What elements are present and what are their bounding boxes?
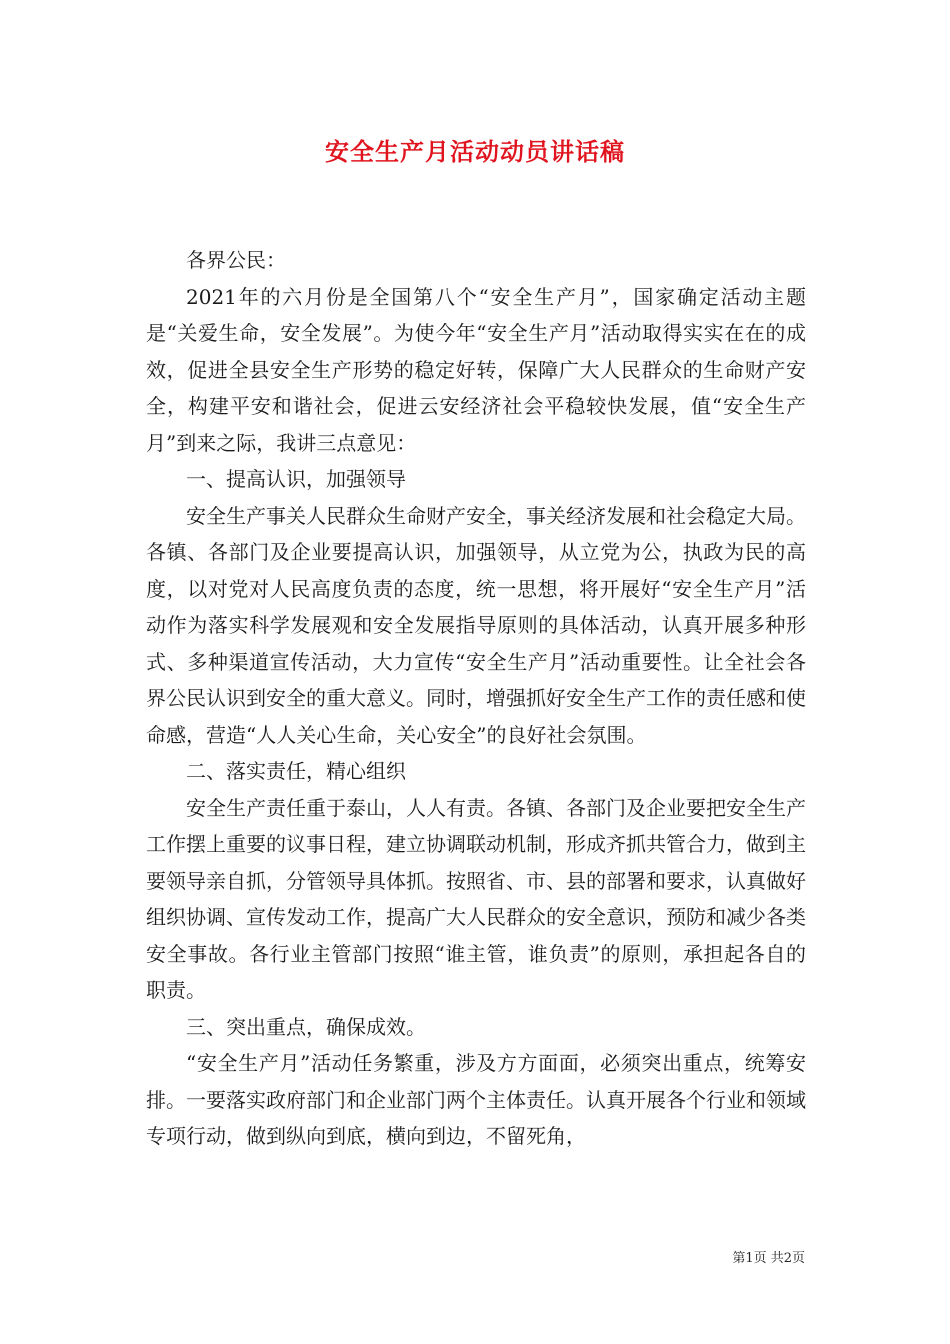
document-body: [146, 242, 806, 1155]
paragraph-section-1: 安全生产事关人民群众生命财产安全，事关经济发展和社会稳定大局。各镇、各部门及企业要提高认识，加强领导，从立党为公，执政为民的高度，以对党对人民高度负责的态度，统一思想，将开展好“安全生产月”活动作为落实科学发展观和安全发展指导原则的具体活动，认真开展多种形式、多种渠道宣传活动，大力宣传“安全生产月”活动重要性。让全社会各界公民认识到安全的重大意义。同时，增强抓好安全生产工作的责任感和使命感，营造“人人关心生命，关心安全”的良好社会氛围。: [146, 503, 806, 747]
section-heading-2: 二、落实责任，精心组织: [186, 759, 406, 783]
page-number: 第1页 共2页: [732, 1251, 805, 1266]
salutation: 各界公民：: [186, 248, 286, 272]
section-heading-3: 三、突出重点，确保成效。: [186, 1014, 426, 1039]
paragraph-section-3: “安全生产月”活动任务繁重，涉及方方面面，必须突出重点，统筹安排。一要落实政府部门和企业部门两个主体责任。认真开展各个行业和领域专项行动，做到纵向到底，横向到边，不留死角，: [146, 1051, 806, 1148]
document-title: 安全生产月活动动员讲话稿: [325, 138, 625, 166]
paragraph-intro: 2021年的六月份是全国第八个“安全生产月”，国家确定活动主题是“关爱生命，安全发展”。为使今年“安全生产月”活动取得实实在在的成效，促进全县安全生产形势的稳定好转，保障广大人民群众的生命财产安全，构建平安和谐社会，促进云安经济社会平稳较快发展，值“安全生产月”到来之际，我讲三点意见：: [146, 284, 806, 455]
paragraph-section-2: 安全生产责任重于泰山，人人有责。各镇、各部门及企业要把安全生产工作摆上重要的议事日程，建立协调联动机制，形成齐抓共管合力，做到主要领导亲自抓，分管领导具体抓。按照省、市、县的部署和要求，认真做好组织协调、宣传发动工作，提高广大人民群众的安全意识，预防和减少各类安全事故。各行业主管部门按照“谁主管，谁负责”的原则，承担起各自的职责。: [146, 795, 806, 1002]
section-heading-1: 一、提高认识，加强领导: [186, 467, 406, 491]
